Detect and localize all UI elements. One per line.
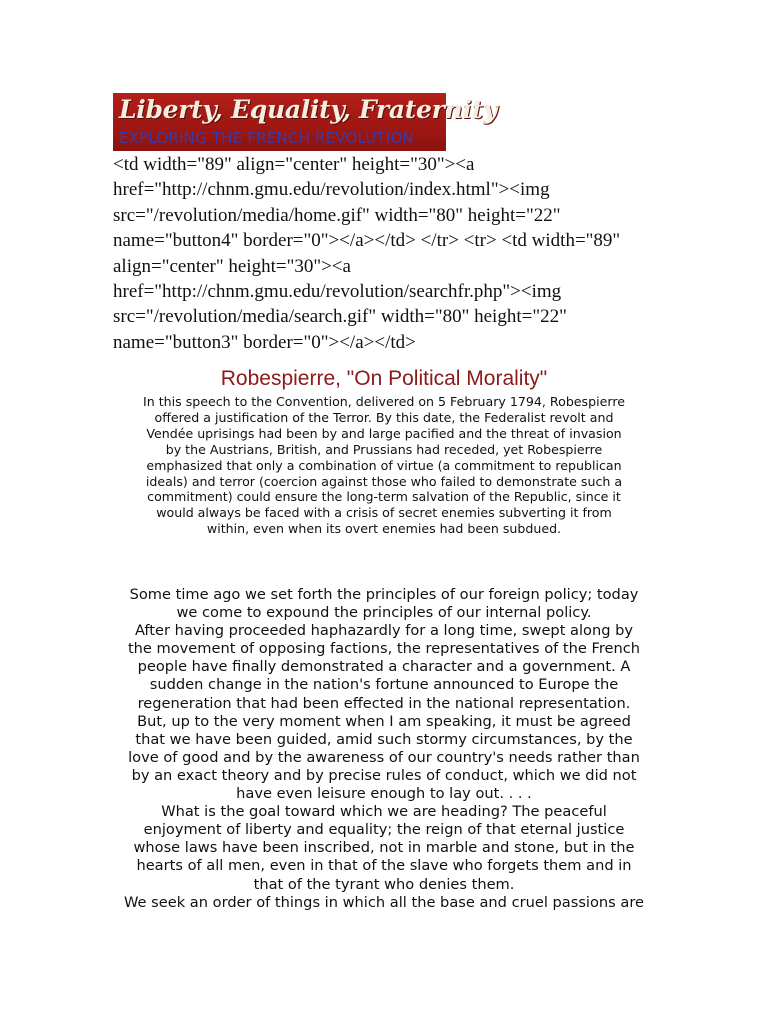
speech-line: have even leisure enough to lay out. . . . (236, 785, 532, 803)
speech-line: that of the tyrant who denies them. (253, 875, 515, 893)
speech-line: people have finally demonstrated a character and a government. A (137, 658, 631, 676)
code-line: name="button3" border="0"></a></td> (113, 331, 416, 353)
speech-line: love of good and by the awareness of our country's needs rather than (128, 748, 640, 766)
speech-line: whose laws have been inscribed, not in marble and stone, but in the (133, 839, 635, 857)
speech-line: After having proceeded haphazardly for a long time, swept along by (134, 622, 634, 640)
speech-line: regeneration that had been effected in the national representation. (137, 694, 631, 712)
speech-line: we come to expound the principles of our internal policy. (176, 604, 592, 622)
code-line: href="http://chnm.gmu.edu/revolution/index.html"><img (113, 179, 550, 201)
speech-line: enjoyment of liberty and equality; the reign of that eternal justice (143, 821, 625, 839)
raw-html-text (113, 152, 673, 355)
speech-line: We seek an order of things in which all the base and cruel passions are (123, 893, 645, 911)
intro-line: commitment) could ensure the long-term salvation of the Republic, since it (147, 489, 621, 505)
speech-line: the movement of opposing factions, the representatives of the French (127, 640, 641, 658)
document-title: Robespierre, "On Political Morality" (220, 367, 548, 390)
code-line: src="/revolution/media/home.gif" width="80" height="22" (113, 204, 561, 226)
banner-title: Liberty, Equality, Fraternity (119, 95, 498, 124)
speech-text (100, 586, 668, 912)
speech-line: But, up to the very moment when I am speaking, it must be agreed (137, 712, 631, 730)
speech-line: hearts of all men, even in that of the slave who forgets them and in (136, 857, 632, 875)
code-line: src="/revolution/media/search.gif" width="80" height="22" (113, 306, 567, 328)
banner-subtitle: EXPLORING THE FRENCH REVOLUTION (119, 129, 414, 147)
code-line: name="button4" border="0"></a></td> </tr> <tr> <td width="89" (113, 230, 621, 252)
intro-line: Vendée uprisings had been by and large pacified and the threat of invasion (146, 425, 622, 441)
speech-line: sudden change in the nation's fortune announced to Europe the (149, 676, 619, 694)
code-line: <td width="89" align="center" height="30"><a (113, 154, 475, 175)
intro-line: within, even when its overt enemies had been subdued. (206, 521, 562, 537)
intro-line: by the Austrians, British, and Prussians had receded, yet Robespierre (165, 441, 603, 457)
intro-line: emphasized that only a combination of virtue (a commitment to republican (146, 457, 622, 473)
speech-line: that we have been guided, amid such stormy circumstances, by the (135, 730, 633, 748)
intro-line: would always be faced with a crisis of secret enemies subverting it from (156, 505, 612, 521)
code-line: align="center" height="30"><a (113, 255, 351, 277)
intro-line: ideals) and terror (coercion against those who failed to demonstrate such a (145, 473, 623, 489)
intro-line: In this speech to the Convention, delivered on 5 February 1794, Robespierre (143, 394, 625, 409)
header-banner-image (113, 93, 498, 151)
speech-line: by an exact theory and by precise rules of conduct, which we did not (131, 766, 637, 784)
intro-paragraph (100, 394, 668, 537)
code-line: href="http://chnm.gmu.edu/revolution/searchfr.php"><img (113, 281, 562, 303)
speech-line: What is the goal toward which we are heading? The peaceful (161, 803, 607, 821)
intro-line: offered a justification of the Terror. By this date, the Federalist revolt and (154, 409, 614, 425)
speech-line: Some time ago we set forth the principles of our foreign policy; today (129, 586, 639, 603)
